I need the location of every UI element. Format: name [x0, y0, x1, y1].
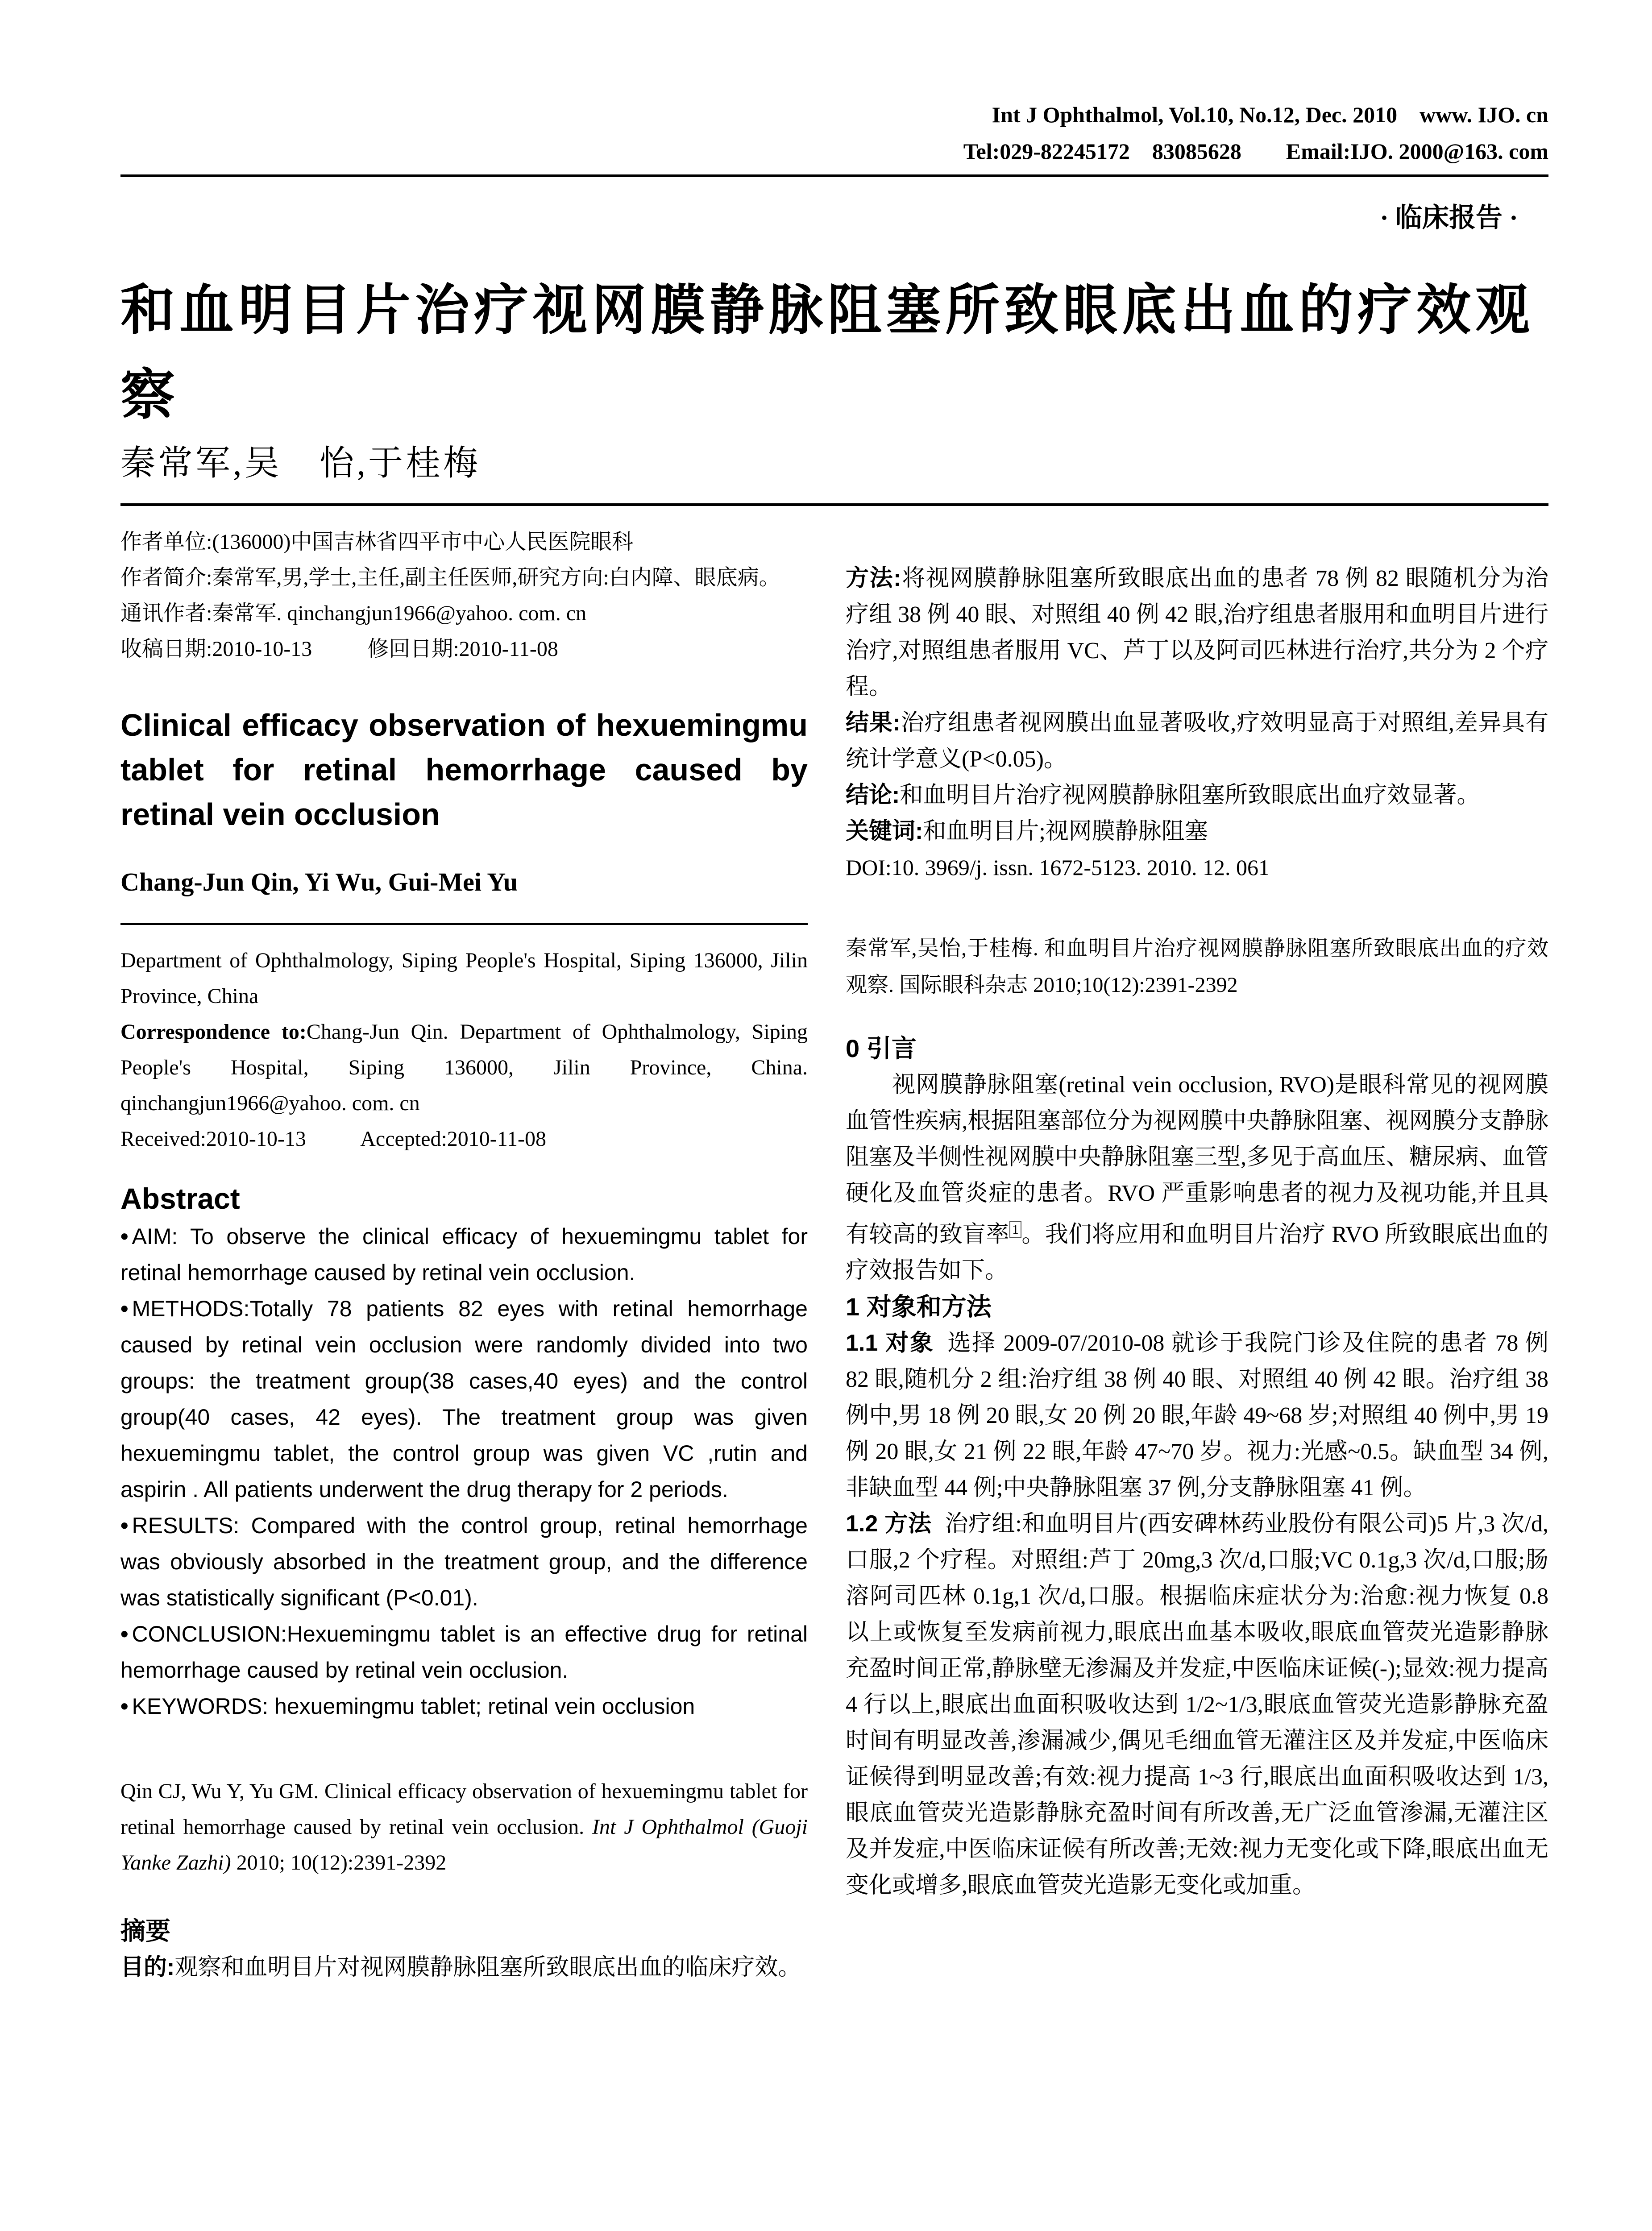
subjects-text: 选择 2009-07/2010-08 就诊于我院门诊及住院的患者 78 例 82 眼,随机分 2 组:治疗组 38 例 40 眼、对照组 40 例 42 眼。治疗组 38 例中,男 18 例 20 眼,女 20 例 20 眼,年龄 49~68 岁;对照组 40 例中,男 19 例 20 眼,女 21 例 22 眼,年龄 47~70 岁。视力:光感~0.5。缺血型 34 例,非缺血型 44 例;中央静脉阻塞 37 例,分支静脉阻塞 41 例。: [846, 1331, 1548, 1501]
affiliation-en: Department of Ophthalmology, Siping People's Hospital, Siping 136000, Jilin Province, China: [120, 949, 808, 1008]
abstract-zh-label: 结论:: [846, 782, 900, 808]
methods-heading: 1 对象和方法: [846, 1293, 992, 1321]
abstract-zh-conclusion: [846, 777, 1548, 813]
citation-en-text: Qin CJ, Wu Y, Yu GM. Clinical efficacy observation of hexuemingmu tablet for retinal hemorrhage caused by retinal vein occlusion.: [120, 1779, 808, 1839]
citation-zh: 秦常军,吴怡,于桂梅. 和血明目片治疗视网膜静脉阻塞所致眼底出血的疗效观察. 国际眼科杂志 2010;10(12):2391-2392: [846, 937, 1548, 997]
abstract-keywords: [120, 1688, 808, 1725]
method-paragraph: [846, 1506, 1548, 1903]
corresponding-author: 通讯作者:秦常军. qinchangjun1966@yahoo. com. cn: [120, 601, 587, 625]
correspondence-label: Correspondence to:: [120, 1020, 307, 1044]
abstract-text: To observe the clinical efficacy of hexuemingmu tablet for retinal hemorrhage caused by retinal vein occlusion.: [120, 1224, 808, 1285]
abstract-methods: [120, 1291, 808, 1508]
bullet-icon: •: [120, 1513, 129, 1538]
doi: DOI:10. 3969/j. issn. 1672-5123. 2010. 12. 061: [846, 855, 1270, 880]
abstract-zh-methods: [846, 560, 1548, 705]
correspondence-en: [120, 1014, 808, 1121]
abstract-zh-text: 和血明目片治疗视网膜静脉阻塞所致眼底出血疗效显著。: [900, 783, 1480, 808]
abstract-zh-keywords: [846, 813, 1548, 850]
abstract-label: KEYWORDS:: [132, 1694, 269, 1719]
abstract-label: METHODS:: [132, 1296, 250, 1321]
dates-zh: [120, 631, 808, 667]
abstract-label: RESULTS:: [132, 1513, 240, 1538]
abstract-conclusion: [120, 1616, 808, 1688]
intro-heading: 0 引言: [846, 1034, 917, 1062]
affiliation-rule: [120, 923, 808, 925]
abstract-zh-aim-start: [120, 1949, 808, 1986]
intro-paragraph: [846, 1067, 1548, 1289]
reference-marker[interactable]: 1: [1009, 1221, 1021, 1238]
abstract-zh-text: 治疗组患者视网膜出血显著吸收,疗效明显高于对照组,差异具有统计学意义(P<0.05)。: [846, 710, 1548, 772]
section-label: · 临床报告 ·: [1379, 203, 1518, 232]
title-rule: [120, 503, 1548, 506]
abstract-zh-label: 方法:: [846, 565, 901, 591]
correspondence-text: Chang-Jun Qin. Department of Ophthalmology, Siping People's Hospital, Siping 136000, Jilin Province, China. qinchangjun1966@yahoo. com. cn: [120, 1020, 808, 1115]
authors-en: Chang-Jun Qin, Yi Wu, Gui-Mei Yu: [120, 867, 518, 896]
citation-en-journal: Int J Ophthalmol (Guoji Yanke Zazhi): [120, 1815, 808, 1874]
author-unit: 作者单位:(136000)中国吉林省四平市中心人民医院眼科: [120, 530, 634, 554]
citation-en: [120, 1774, 808, 1881]
intro-text: 视网膜静脉阻塞(retinal vein occlusion, RVO)是眼科常见的视网膜血管性疾病,根据阻塞部位分为视网膜中央静脉阻塞、视网膜分支静脉阻塞及半侧性视网膜中央静脉阻塞三型,多见于高血压、糖尿病、血管硬化及血管炎症的患者。RVO 严重影响患者的视力及视功能,并且具有较高的致盲率: [846, 1072, 1548, 1248]
bullet-icon: •: [120, 1224, 129, 1249]
abstract-zh-label: 目的:: [120, 1954, 175, 1980]
abstract-text: Totally 78 patients 82 eyes with retinal hemorrhage caused by retinal vein occlusion were randomly divided into two groups: the treatment group(38 cases,40 eyes) and the control group(40 cases, 42 eyes). The treatment group was given hexuemingmu tablet, the control group was given VC ,rutin and aspirin . All patients underwent the drug therapy for 2 periods.: [120, 1296, 808, 1502]
received-date-zh: 收稿日期:2010-10-13: [120, 637, 312, 661]
bullet-icon: •: [120, 1621, 129, 1646]
author-bio: 作者简介:秦常军,男,学士,主任,副主任医师,研究方向:白内障、眼底病。: [120, 566, 780, 589]
abstract-zh-label: 关键词:: [846, 818, 923, 844]
subjects-label: 1.1 对象: [846, 1330, 934, 1356]
left-column: [120, 524, 808, 1986]
abstract-text: hexuemingmu tablet; retinal vein occlusion: [274, 1694, 695, 1719]
abstract-aim: [120, 1219, 808, 1291]
bullet-icon: •: [120, 1694, 129, 1719]
method-label: 1.2 方法: [846, 1511, 932, 1537]
subjects-paragraph: [846, 1325, 1548, 1506]
abstract-zh-text: 和血明目片;视网膜静脉阻塞: [923, 819, 1208, 844]
article-title-zh: 和血明目片治疗视网膜静脉阻塞所致眼底出血的疗效观察: [120, 280, 1534, 425]
journal-contact-line: Tel:029-82245172 83085628 Email:IJO. 2000@163. com: [963, 139, 1548, 164]
abstract-label: AIM:: [132, 1224, 178, 1249]
abstract-text: Hexuemingmu tablet is an effective drug for retinal hemorrhage caused by retinal vein occlusion.: [120, 1621, 808, 1683]
abstract-zh-text: 将视网膜静脉阻塞所致眼底出血的患者 78 例 82 眼随机分为治疗组 38 例 40 眼、对照组 40 例 42 眼,治疗组患者服用和血明目片进行治疗,对照组患者服用 VC、芦丁以及阿司匹林进行治疗,共分为 2 个疗程。: [846, 566, 1548, 700]
authors-zh: 秦常军,吴 怡,于桂梅: [120, 444, 481, 482]
dates-en: [120, 1121, 808, 1157]
citation-en-tail: 2010; 10(12):2391-2392: [236, 1851, 447, 1874]
abstract-results: [120, 1508, 808, 1616]
received-date-en: Received:2010-10-13: [120, 1127, 306, 1151]
abstract-heading: Abstract: [120, 1182, 240, 1215]
article-title-en: Clinical efficacy observation of hexuemingmu tablet for retinal hemorrhage caused by retinal vein occlusion: [120, 708, 808, 832]
intro-text-end: 。我们将应用和血明目片治疗 RVO 所致眼底出血的疗效报告如下。: [846, 1222, 1548, 1284]
abstract-text: Compared with the control group, retinal hemorrhage was obviously absorbed in the treatment group, and the difference was statistically significant (P<0.01).: [120, 1513, 808, 1610]
journal-header-line: Int J Ophthalmol, Vol.10, No.12, Dec. 2010 www. IJO. cn: [992, 102, 1548, 127]
abstract-zh-text: 观察和血明目片对视网膜静脉阻塞所致眼底出血的临床疗效。: [174, 1955, 801, 1980]
bullet-icon: •: [120, 1296, 129, 1321]
method-text: 治疗组:和血明目片(西安碑林药业股份有限公司)5 片,3 次/d,口服,2 个疗程。对照组:芦丁 20mg,3 次/d,口服;VC 0.1g,3 次/d,口服;肠溶阿司匹林 0.1g,1 次/d,口服。根据临床症状分为:治愈:视力恢复 0.8 以上或恢复至发病前视力,眼底出血基本吸收,眼底血管荧光造影静脉充盈时间正常,静脉壁无渗漏及并发症,中医临床证候(-);显效:视力提高 4 行以上,眼底出血面积吸收达到 1/2~1/3,眼底血管荧光造影静脉充盈时间有明显改善,渗漏减少,偶见毛细血管无灌注区及并发症,中医临床证候得到明显改善;有效:视力提高 1~3 行,眼底出血面积吸收达到 1/3,眼底血管荧光造影静脉充盈时间有所改善,无广泛血管渗漏,无灌注区及并发症,中医临床证候有所改善;无效:视力无变化或下降,眼底出血无变化或增多,眼底血管荧光造影无变化或加重。: [846, 1511, 1548, 1899]
header-rule: [120, 174, 1548, 177]
revised-date-zh: 修回日期:2010-11-08: [367, 637, 558, 661]
right-column: [846, 524, 1548, 1903]
abstract-zh-results: [846, 705, 1548, 777]
accepted-date-en: Accepted:2010-11-08: [360, 1127, 546, 1151]
abstract-zh-heading: 摘要: [120, 1917, 170, 1945]
abstract-label: CONCLUSION:: [132, 1621, 287, 1646]
abstract-zh-label: 结果:: [846, 710, 901, 736]
